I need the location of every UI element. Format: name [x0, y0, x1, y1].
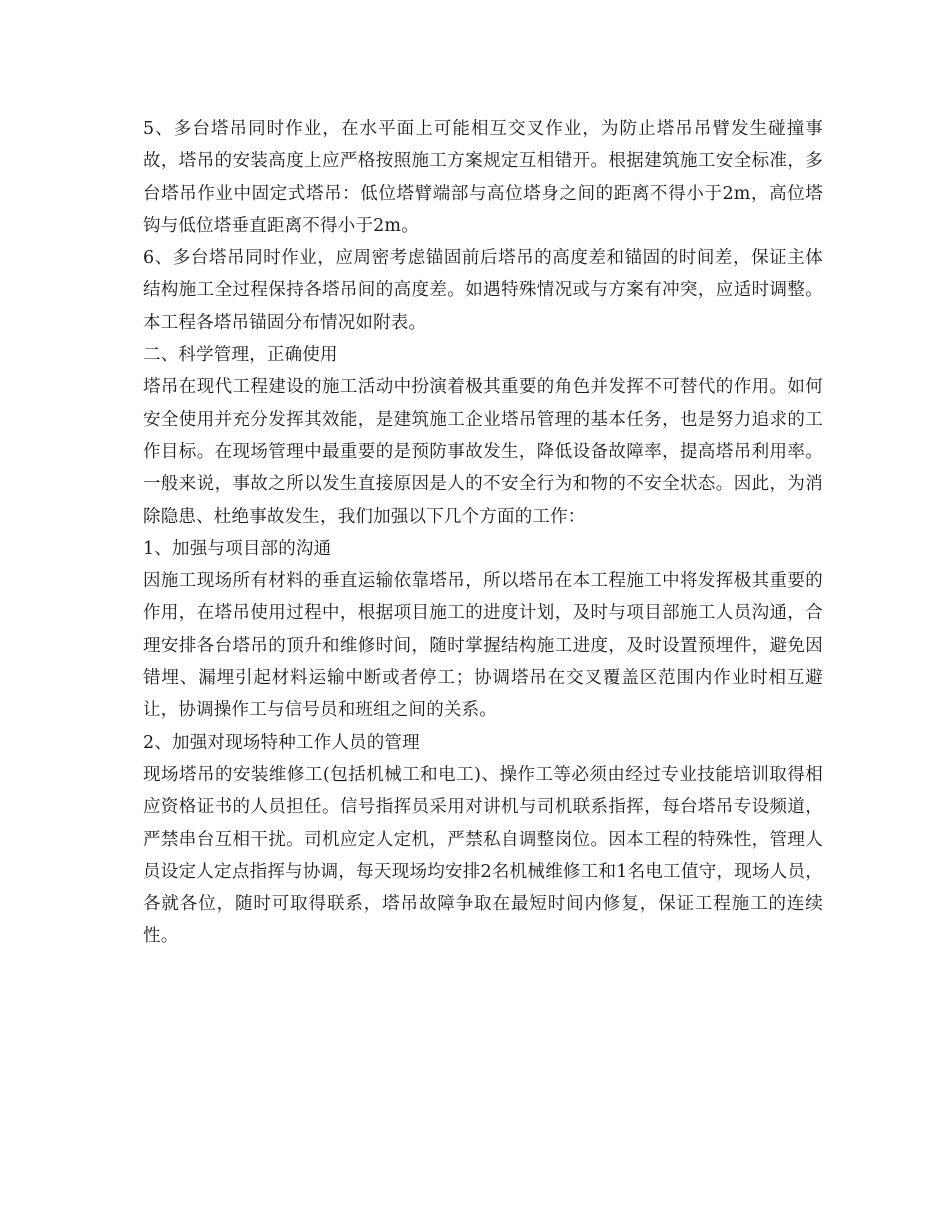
subheading-1: 1、加强与项目部的沟通	[143, 538, 332, 559]
subheading-2: 2、加强对现场特种工作人员的管理	[143, 732, 420, 753]
paragraph-item-6: 6、多台塔吊同时作业，应周密考虑锚固前后塔吊的高度差和锚固的时间差，保证主体结构施工全过程保持各塔吊间的高度差。如遇特殊情况或与方案有冲突，应适时调整。本工程各塔吊锚固分布情况如附表。	[143, 248, 823, 333]
paragraph-communication: 因施工现场所有材料的垂直运输依靠塔吊，所以塔吊在本工程施工中将发挥极其重要的作用，在塔吊使用过程中，根据项目施工的进度计划，及时与项目部施工人员沟通，合理安排各台塔吊的顶升和维修时间，随时掌握结构施工进度，及时设置预埋件，避免因错埋、漏埋引起材料运输中断或者停工；协调塔吊在交叉覆盖区范围内作业时相互避让，协调操作工与信号员和班组之间的关系。	[143, 571, 823, 721]
paragraph-personnel: 现场塔吊的安装维修工(包括机械工和电工)、操作工等必须由经过专业技能培训取得相应资格证书的人员担任。信号指挥员采用对讲机与司机联系指挥，每台塔吊专设频道，严禁串台互相干扰。司机应定人定机，严禁私自调整岗位。因本工程的特殊性，管理人员设定人定点指挥与协调，每天现场均安排2名机械维修工和1名电工值守，现场人员，各就各位，随时可取得联系，塔吊故障争取在最短时间内修复，保证工程施工的连续性。	[143, 764, 823, 947]
section-heading-2: 二、科学管理，正确使用	[143, 345, 338, 366]
paragraph-item-5: 5、多台塔吊同时作业，在水平面上可能相互交叉作业，为防止塔吊吊臂发生碰撞事故，塔吊的安装高度上应严格按照施工方案规定互相错开。根据建筑施工安全标准，多台塔吊作业中固定式塔吊：低位塔臂端部与高位塔身之间的距离不得小于2m，高位塔钩与低位塔垂直距离不得小于2m。	[143, 119, 823, 236]
paragraph-intro: 塔吊在现代工程建设的施工活动中扮演着极其重要的角色并发挥不可替代的作用。如何安全使用并充分发挥其效能，是建筑施工企业塔吊管理的基本任务，也是努力追求的工作目标。在现场管理中最重要的是预防事故发生，降低设备故障率，提高塔吊利用率。一般来说，事故之所以发生直接原因是人的不安全行为和物的不安全状态。因此，为消除隐患、杜绝事故发生，我们加强以下几个方面的工作：	[143, 377, 823, 527]
document-body	[143, 113, 823, 953]
